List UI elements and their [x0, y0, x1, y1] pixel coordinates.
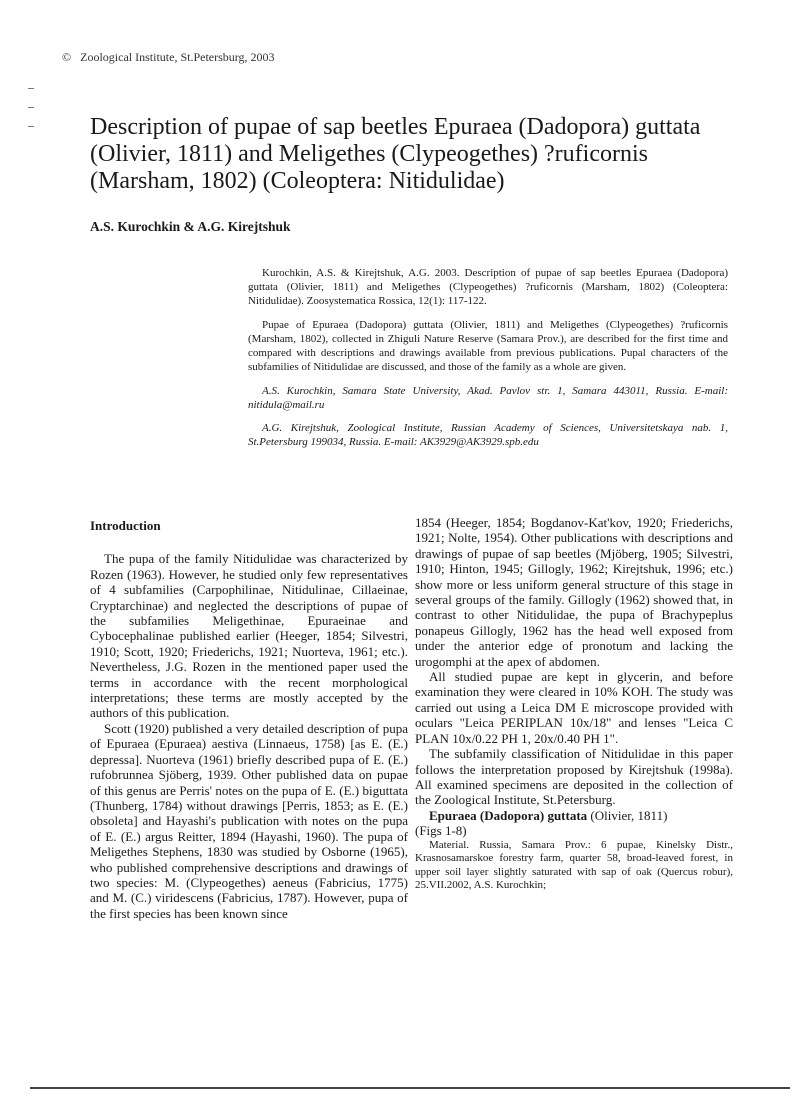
paper-title: Description of pupae of sap beetles Epuraea (Dadopora) guttata (Olivier, 1811) and Meligethes (Clypeogethes) ?ruficornis (Marsham, 1802) (Coleoptera: Nitidulidae): [90, 114, 701, 194]
abstract-block: [248, 266, 728, 458]
bottom-rule: [30, 1087, 790, 1089]
journal-header: [62, 50, 275, 65]
intro-paragraph-3: 1854 (Heeger, 1854; Bogdanov-Kat'kov, 1920; Friederichs, 1921; Nolte, 1954). Other publications with descriptions and drawings of pupae of sap beetles (Mjöberg, 1905; Silvestri, 1910; Hinton, 1945; Gillogly, 1962; Kirejtshuk, 1996; etc.) show more or less uniform general structure of this stage in several groups of the family. Gillogly (1962) showed that, in contrast to other Nitidulidae, the pupa of Brachypeplus ponapeus Gillogly, 1962 has the head well exposed from under the anterior edge of pronotum and lacking the urogomphi at the apex of abdomen.: [415, 515, 733, 669]
margin-marks: [28, 88, 38, 145]
material-paragraph: Material. Russia, Samara Prov.: 6 pupae, Kinelsky Distr., Krasnosamarskoe forestry farm, quarter 58, broad-leaved forest, in upper soil layer slightly saturated with sap of oak (Quercus robur), 25.VII.2002, A.S. Kurochkin;: [415, 838, 733, 892]
intro-paragraph-1: The pupa of the family Nitidulidae was characterized by Rozen (1963). However, he studied only few representatives of 4 subfamilies (Carpophilinae, Nitidulinae, Cillaeinae, Cryptarchinae) and neglected the descriptions of pupae of the subfamilies Meligethinae, Epuraeinae and Cybocephalinae published earlier (Heeger, 1854; Silvestri, 1910; Scott, 1920; Friederichs, 1921; Nuorteva, 1961; etc.). Nevertheless, J.G. Rozen in the mentioned paper used the terms in accordance with the recent morphological interpretations; these terms are mostly accepted by the authors of this publication.: [90, 551, 408, 721]
intro-paragraph-4: All studied pupae are kept in glycerin, and before examination they were cleared in 10% KOH. The study was carried out using a Leica DM E microscope provided with oculars "Leica PERIPLAN 10x/18" and lenses "Leica C PLAN 10x/0.22 PH 1, 20x/0.40 PH 1".: [415, 669, 733, 746]
author-address-2: A.G. Kirejtshuk, Zoological Institute, Russian Academy of Sciences, Universitetskaya nab. 1, St.Petersburg 199034, Russia. E-mail: AK3929@AK3929.spb.edu: [248, 422, 728, 448]
abstract-citation: Kurochkin, A.S. & Kirejtshuk, A.G. 2003. Description of pupae of sap beetles Epuraea (Dadopora) guttata (Olivier, 1811) and Meligethes (Clypeogethes) ?ruficornis (Marsham, 1802) (Coleoptera: Nitidulidae). Zoosystematica Rossica, 12(1): 117-122.: [248, 267, 728, 307]
margin-mark: [28, 88, 34, 89]
intro-paragraph-5: The subfamily classification of Nitidulidae in this paper follows the interpretation proposed by Kirejtshuk (1998a). All examined specimens are deposited in the collection of the Zoological Institute, St.Petersburg.: [415, 746, 733, 808]
margin-mark: [28, 126, 34, 127]
author-address-1: A.S. Kurochkin, Samara State University, Akad. Pavlov str. 1, Samara 443011, Russia. E-mail: nitidula@mail.ru: [248, 385, 728, 411]
species-name: Epuraea (Dadopora) guttata: [429, 807, 588, 823]
copyright-symbol: ©: [62, 50, 72, 64]
left-column: [90, 518, 408, 921]
section-heading-introduction: Introduction: [90, 518, 161, 533]
margin-mark: [28, 107, 34, 108]
intro-paragraph-2: Scott (1920) published a very detailed description of pupa of Epuraea (Epuraea) aestiva (Linnaeus, 1758) [as E. (E.) depressa]. Nuorteva (1961) briefly described pupa of E. (E.) rufobrunnea Sjöberg, 1939. Other published data on pupae of this genus are Perris' notes on the pupa of E. (E.) biguttata (Thunberg, 1784) without drawings [Perris, 1853; as E. (E.) obsoleta] and Hayashi's publication with notes on the pupa of E. (E.) argus Reitter, 1894 (Hayashi, 1960). The pupa of Meligethes Stephens, 1830 was studied by Osborne (1965), who published comprehensive descriptions and drawings of two species: M. (Clypeogethes) aeneus (Fabricius, 1775) and M. (C.) viridescens (Fabricius, 1787). However, pupa of the first species has been known since: [90, 720, 408, 921]
species-author: (Olivier, 1811): [590, 807, 668, 823]
right-column: [415, 515, 733, 893]
species-heading: [415, 808, 733, 839]
paper-authors: A.S. Kurochkin & A.G. Kirejtshuk: [90, 219, 291, 234]
journal-header-text: Zoological Institute, St.Petersburg, 2003: [80, 50, 275, 64]
species-figs: (Figs 1-8): [415, 823, 467, 839]
abstract-summary: Pupae of Epuraea (Dadopora) guttata (Olivier, 1811) and Meligethes (Clypeogethes) ?ruficornis (Marsham, 1802), collected in Zhiguli Nature Reserve (Samara Prov.), are described for the first time and compared with descriptions and drawings available from previous publications. Pupal characters of the subfamilies of Nitidulidae are discussed, and those of the family as a whole are given.: [248, 319, 728, 373]
